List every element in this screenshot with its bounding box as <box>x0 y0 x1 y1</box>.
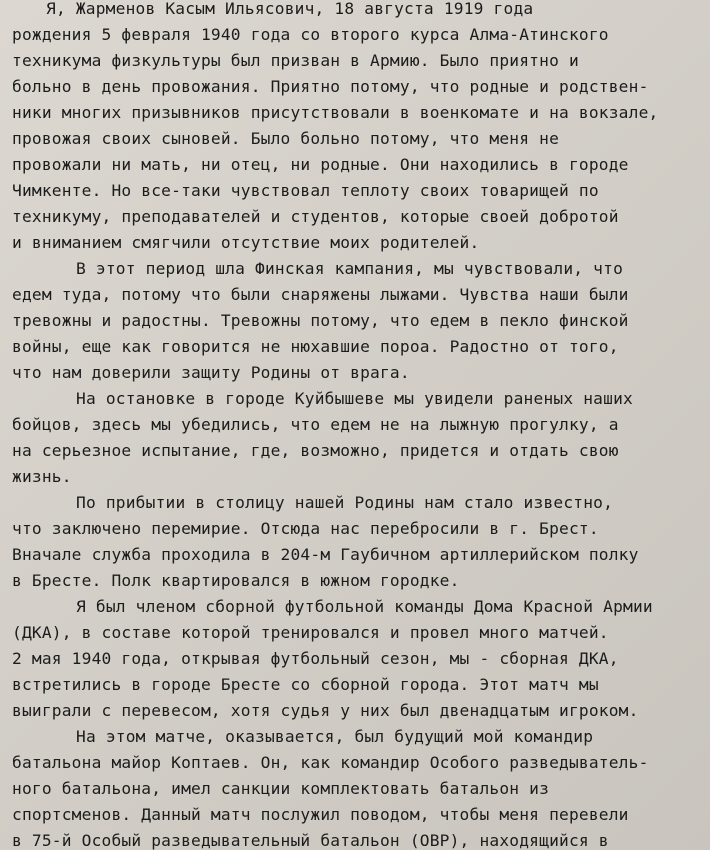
text-line: батальона майор Коптаев. Он, как командир Особого разведыватель- <box>12 753 649 772</box>
text-line: Я был членом сборной футбольной команды Дома Красной Армии <box>76 597 653 616</box>
text-line: 2 мая 1940 года, открывая футбольный сезон, мы - сборная ДКА, <box>12 649 619 668</box>
text-line: жизнь. <box>12 467 72 486</box>
text-line: спортсменов. Данный матч послужил поводом, чтобы меня перевели <box>12 805 629 824</box>
text-line: встретились в городе Бресте со сборной города. Этот матч мы <box>12 675 599 694</box>
text-line: провожали ни мать, ни отец, ни родные. Они находились в городе <box>12 155 629 174</box>
text-line: тревожны и радостны. Тревожны потому, что едем в пекло финской <box>12 311 629 330</box>
text-line: техникуму, преподавателей и студентов, которые своей добротой <box>12 207 619 226</box>
text-line: бойцов, здесь мы убедились, что едем не на лыжную прогулку, а <box>12 415 619 434</box>
text-line: выиграли с перевесом, хотя судья у них был двенадцатым игроком. <box>12 701 639 720</box>
text-line: что нам доверили защиту Родины от врага. <box>12 363 410 382</box>
text-line: войны, еще как говорится не нюхавшие пороа. Радостно от того, <box>12 337 619 356</box>
text-line: На остановке в городе Куйбышеве мы увидели раненых наших <box>76 389 633 408</box>
text-line: в 75-й Особый разведывательный батальон (ОВР), находящийся в <box>12 831 609 850</box>
text-line: на серьезное испытание, где, возможно, придется и отдать свою <box>12 441 619 460</box>
text-line: В этот период шла Финская кампания, мы чувствовали, что <box>76 259 624 278</box>
text-line: (ДКА), в составе которой тренировался и провел много матчей. <box>12 623 609 642</box>
text-line: На этом матче, оказывается, был будущий мой командир <box>76 727 594 746</box>
text-line: Чимкенте. Но все-таки чувствовал теплоту своих товарищей по <box>12 181 599 200</box>
text-line: и вниманием смягчили отсутствие моих родителей. <box>12 233 480 252</box>
text-line: техникума физкультуры был призван в Армию. Было приятно и <box>12 51 579 70</box>
text-line: в Бресте. Полк квартировался в южном городке. <box>12 571 460 590</box>
text-line: больно в день провожания. Приятно потому, что родные и родствен- <box>12 77 649 96</box>
text-line: По прибытии в столицу нашей Родины нам стало известно, <box>76 493 614 512</box>
text-line: ного батальона, имел санкции комплектовать батальон из <box>12 779 550 798</box>
text-line: Вначале служба проходила в 204-м Гаубичном артиллерийском полку <box>12 545 639 564</box>
text-line: что заключено перемирие. Отсюда нас перебросили в г. Брест. <box>12 519 599 538</box>
text-line: Я, Жарменов Касым Ильясович, 18 августа 1919 года <box>46 0 534 18</box>
text-line: провожая своих сыновей. Было больно потому, что меня не <box>12 129 560 148</box>
text-line: ники многих призывников присутствовали в военкомате и на вокзале, <box>12 103 659 122</box>
text-line: едем туда, потому что были снаряжены лыжами. Чувства наши были <box>12 285 629 304</box>
text-line: рождения 5 февраля 1940 года со второго курса Алма-Атинского <box>12 25 609 44</box>
